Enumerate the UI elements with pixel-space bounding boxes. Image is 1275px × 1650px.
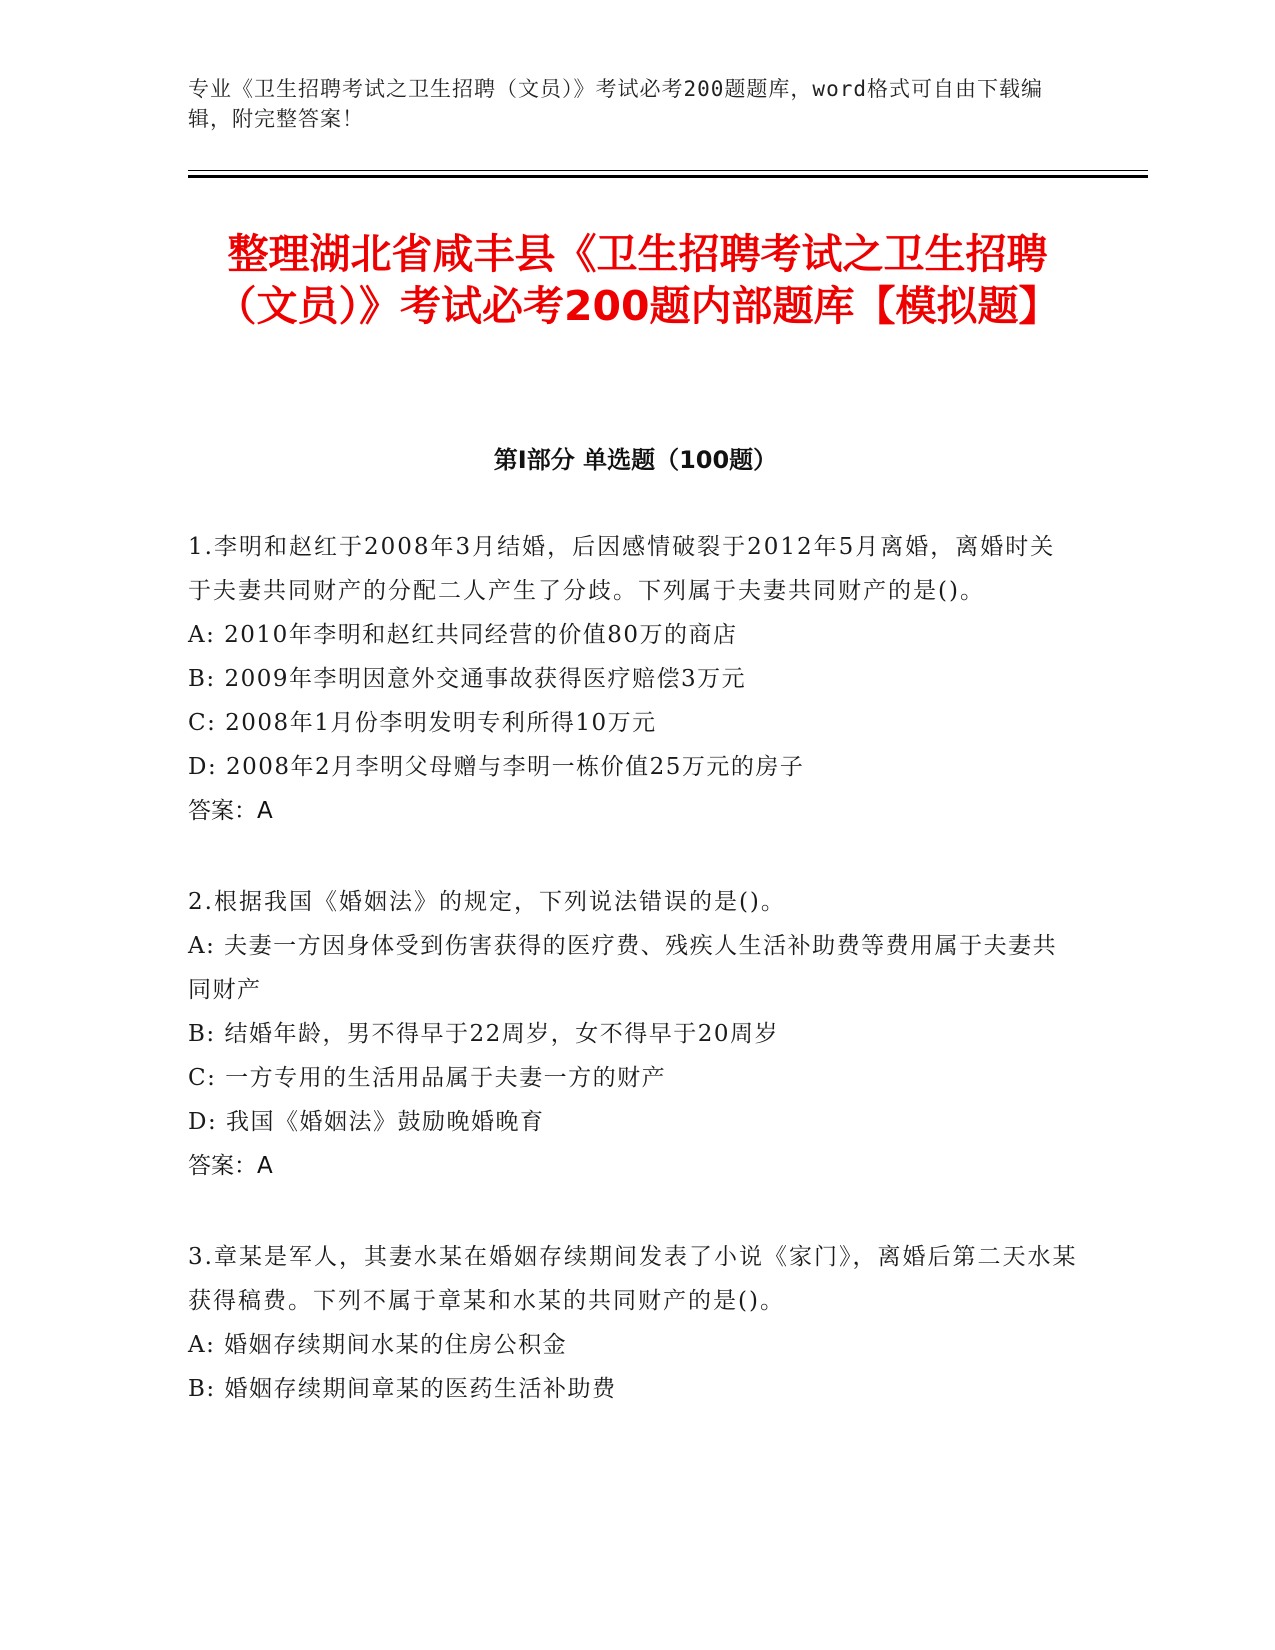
option-b: B: 2009年李明因意外交通事故获得医疗赔偿3万元 [188, 666, 747, 692]
option-b: B: 结婚年龄，男不得早于22周岁，女不得早于20周岁 [188, 1021, 779, 1047]
document-title: 整理湖北省咸丰县《卫生招聘考试之卫生招聘（文员）》考试必考200题内部题库【模拟题】 [215, 230, 1060, 330]
question-2 [188, 880, 1078, 1188]
intro-text: 专业《卫生招聘考试之卫生招聘（文员）》考试必考200题题库，word格式可自由下载编辑，附完整答案！ [188, 77, 1043, 131]
question-3 [188, 1235, 1078, 1411]
question-1 [188, 525, 1078, 833]
option-d: D: 我国《婚姻法》鼓励晚婚晚育 [188, 1109, 545, 1135]
option-a: A: 夫妻一方因身体受到伤害获得的医疗费、残疾人生活补助费等费用属于夫妻共同财产 [188, 933, 1058, 1003]
option-a: A: 2010年李明和赵红共同经营的价值80万的商店 [188, 622, 738, 648]
question-stem: 1.李明和赵红于2008年3月结婚，后因感情破裂于2012年5月离婚，离婚时关于夫妻共同财产的分配二人产生了分歧。下列属于夫妻共同财产的是()。 [188, 534, 1056, 604]
question-stem: 3.章某是军人，其妻水某在婚姻存续期间发表了小说《家门》，离婚后第二天水某获得稿费。下列不属于章某和水某的共同财产的是()。 [188, 1244, 1078, 1314]
option-c: C: 2008年1月份李明发明专利所得10万元 [188, 710, 657, 736]
answer: 答案：A [188, 798, 273, 824]
option-c: C: 一方专用的生活用品属于夫妻一方的财产 [188, 1065, 667, 1091]
answer: 答案：A [188, 1153, 273, 1179]
question-list [188, 525, 1078, 1458]
option-b: B: 婚姻存续期间章某的医药生活补助费 [188, 1376, 617, 1402]
option-d: D: 2008年2月李明父母赠与李明一栋价值25万元的房子 [188, 754, 805, 780]
section-title: 第I部分 单选题（100题） [493, 446, 778, 474]
option-a: A: 婚姻存续期间水某的住房公积金 [188, 1332, 568, 1358]
header-rule-thin [188, 170, 1148, 171]
header-rule-thick [188, 175, 1148, 178]
question-stem: 2.根据我国《婚姻法》的规定，下列说法错误的是()。 [188, 889, 786, 915]
